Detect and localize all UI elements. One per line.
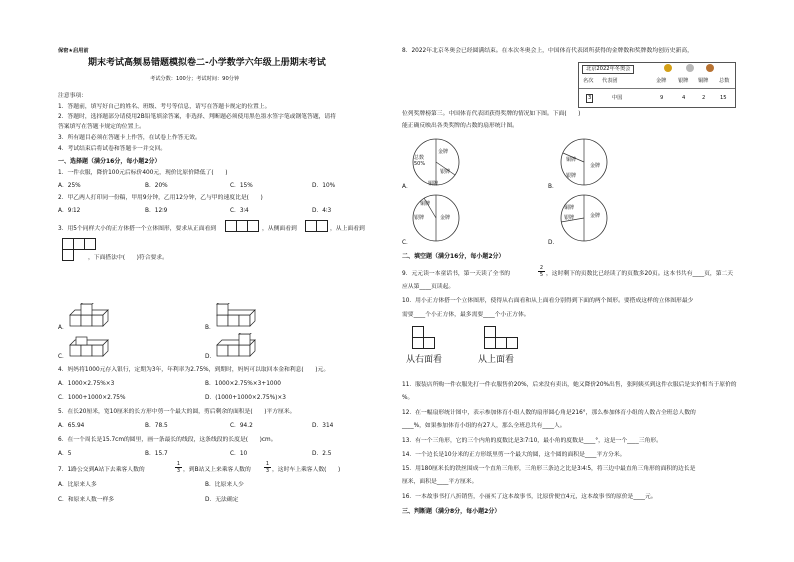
q3-stem-d: ，下面搭法中( )符合要求。 [88,255,168,261]
pie-c-label-silver: 银牌 [414,215,425,221]
q5-stem: 5．在长20厘米，宽10厘米的长方形中剪一个最大的圆，剪后剩余的面积是( )平方厘米。 [58,409,296,415]
q10-stem-b: 需要____个小正方体，最多需要____个小正方体。 [402,312,530,318]
section-judge-heading: 三、判断题（满分8分，每小题2分） [402,508,501,515]
q8-option-a[interactable]: A． [402,184,412,190]
q7-option-d[interactable]: D．无法确定 [205,497,239,503]
q3-option-a[interactable]: A． [58,325,68,331]
q15-stem-b: 厘米，面积是____平方厘米。 [402,479,478,485]
q6-option-b[interactable]: B．15.7 [145,451,168,457]
pie-b-label-silver: 银牌 [566,173,577,179]
q4-option-c[interactable]: C．1000+1000×2.75% [58,395,126,401]
q1-option-c[interactable]: C．15% [230,183,253,189]
q11-stem-b: %。 [402,395,414,401]
q8-option-c[interactable]: C． [402,240,412,246]
q7-stem-c: ，这时车上乘客人数( ) [272,467,341,473]
q3-option-a-cubes [68,303,124,331]
section-fill-heading: 二、填空题（满分16分，每小题2分） [402,253,505,260]
q8-stem-b: 位列奖牌榜第三。中国体育代表团获得奖牌的情况如下图。下面( ) [402,111,581,117]
q5-option-b[interactable]: B．78.5 [145,423,168,429]
bronze-medal-icon [706,64,714,72]
q14-stem: 14．一个边长是10分米的正方形纸里剪一个最大的圆，这个圆的面积是____平方分米。 [402,452,626,458]
col-team: 代表团 [602,78,618,84]
pie-d-label-bronze: 铜牌 [564,205,575,211]
q5-option-c[interactable]: C．94.2 [230,423,253,429]
q9-stem-c: 应从第____页读起。 [402,284,455,290]
q2-option-b[interactable]: B．12∶9 [145,208,168,214]
q15-stem-a: 15．用180厘米长的铁丝围成一个直角三角形，三角形三条边之比是3∶4∶5，将三边中最直角三角形的面积的边长是 [402,466,696,472]
notice-2: 2．答题时，选择题部分请使用2B铅笔填涂答案，非选择、判断题必须使用黑色墨水签字笔或钢笔答题，请将 [58,114,337,120]
col-bronze: 铜牌 [698,78,709,84]
pie-a-label-percent: 50% [414,161,426,167]
q11-stem-a: 11．服装店所购一件衣服先打一件衣服售价20%，后来没有卖出，她又降价20%出售，张阿姨买到这件衣服后是实价相当于原价的 [402,382,737,388]
row-team: 中国 [612,95,623,101]
q1-option-b[interactable]: B．20% [145,183,168,189]
q6-option-d[interactable]: D．2.5 [312,451,332,457]
q4-stem: 4．妈妈将1000元存入银行，定期为3年，年利率为2.75%，到期时，妈妈可以取回本金和利息( )元。 [58,367,330,373]
q1-option-a[interactable]: A．25% [58,183,81,189]
pie-a-label-total: 总数 [414,155,425,161]
row-rank: 3 [588,95,592,101]
q6-option-c[interactable]: C．10 [230,451,248,457]
row-bronze: 2 [702,95,706,101]
q8-stem-c: 能正确反映出各类奖牌的占数的扇形统计图。 [402,123,518,129]
q6-option-a[interactable]: A．5 [58,451,72,457]
notice-1: 1．答题前，填写好自己的姓名、班级、考号等信息，请写在答题卡规定的位置上。 [58,104,271,110]
q4-option-d[interactable]: D．(1000+1000×2.75%)×3 [205,395,286,401]
q12-stem-a: 12．在一幅扇形统计图中，表示参加体育小组人数的扇形圆心角是216°，那么参加体育小组的人数占全班总人数的 [402,410,696,416]
pie-b-label-gold: 金牌 [590,163,601,169]
notice-4: 4．考试结束后将试卷和答题卡一并交回。 [58,146,167,152]
pie-c-label-bronze: 铜牌 [420,201,431,207]
pie-a-label-gold: 金牌 [438,149,449,155]
notice-title: 注意事项： [58,93,87,99]
q8-stem-a: 8．2022年北京冬奥会已经圆满结束。在本次冬奥会上，中国体育代表团所获得的金牌数和奖牌数均创历史新高， [402,48,693,54]
confidential-tag: 保密★启用前 [58,48,89,54]
q4-option-b[interactable]: B．1000×2.75%×3+1000 [205,381,281,387]
q3-option-b[interactable]: B． [205,325,215,331]
col-total: 总数 [719,78,730,84]
pie-b-label-bronze: 铜牌 [566,157,577,163]
q16-stem: 16．一本故事书打八折销售，小丽买了这本故事书，比原价便宜4元，这本故事书的原价是____元。 [402,494,657,500]
q10-stem-a: 10．用小正方体搭一个立体图形，使得从右面看和从上面看分别得到下面的两个图形。要搭成这样的立体图形最少 [402,298,694,304]
q3-stem-b: ，从侧面看到 [262,226,297,232]
q5-option-a[interactable]: A．65.94 [58,423,85,429]
gold-medal-icon [664,64,672,72]
medal-table-title: 北京2022年冬奥会 [582,65,634,74]
page-title: 期末考试高频易错题模拟卷二-小学数学六年级上册期末考试 [88,58,326,68]
q9-fraction: 2 5 [539,265,544,278]
q7-option-c[interactable]: C．和原来人数一样多 [58,497,115,503]
q2-stem: 2．甲乙两人打印同一份稿，甲用9分钟，乙用12分钟，乙与甲的速度比是( ) [58,195,263,201]
q2-option-c[interactable]: C．3∶4 [230,208,249,214]
q3-stem-c: ，从上面看到 [330,226,365,232]
q9-stem-b: ，这时剩下的页数比已经读了的页数多20页。这本书共有____页，第二天 [546,271,734,277]
q10-label-right-view: 从右面看 [406,355,443,365]
col-silver: 银牌 [678,78,689,84]
q5-option-d[interactable]: D．314 [312,423,334,429]
q9-stem-a: 9．元元读一本童话书，第一天读了全书的 [402,271,511,277]
q3-stem-a: 3．用5个同样大小的正方体搭一个立体图形，要求从正面看到 [58,226,217,232]
q4-option-a[interactable]: A．1000×2.75%×3 [58,381,115,387]
q10-label-top-view: 从上面看 [478,355,515,365]
q12-stem-b: ____%，如果参加体育小组的有27人，那么全班总共有____人。 [402,423,566,429]
section-choice-heading: 一、选择题（满分16分，每小题2分） [58,158,161,165]
q7-option-a[interactable]: A．比原来人多 [58,482,97,488]
q13-stem: 13．有一个三角形，它的三个内角的度数比是3∶7∶10，最小角的度数是____°，这是一个____三角形。 [402,438,662,444]
col-rank: 名次 [583,78,594,84]
pie-d-label-gold: 金牌 [590,213,601,219]
notice-3: 3．所有题目必须在答题卡上作答，在试卷上作答无效。 [58,135,201,141]
q3-option-d[interactable]: D． [205,354,216,360]
q8-option-d[interactable]: D． [548,240,559,246]
q3-option-b-cubes [215,303,271,331]
notice-2b: 答案填写在答题卡规定的位置上。 [58,124,145,130]
pie-a-label-silver: 银牌 [440,169,451,175]
q7-fraction-2: 1 3 [265,461,270,474]
silver-medal-icon [686,64,694,72]
exam-subtitle: 考试分数：100分；考试时间：90分钟 [150,76,240,82]
row-total: 15 [720,95,727,101]
row-silver: 4 [682,95,686,101]
q7-stem-a: 7．1路公交到A站下去乘客人数的 [58,467,145,473]
q2-option-d[interactable]: D．4∶3 [312,208,332,214]
row-gold: 9 [660,95,664,101]
pie-d-label-silver: 银牌 [564,215,575,221]
q1-stem: 1．一件衣服，降价100元后标价400元，现价比原价降低了( ) [58,170,228,176]
q3-option-c[interactable]: C． [58,354,68,360]
q1-option-d[interactable]: D．10% [312,183,336,189]
pie-a-label-bronze: 铜牌 [428,181,439,187]
pie-c-label-gold: 金牌 [440,215,451,221]
q8-option-b[interactable]: B． [548,184,558,190]
col-gold: 金牌 [656,78,667,84]
q7-stem-b: ，到B站又上来乘客人数的 [183,467,251,473]
q7-fraction-1: 1 3 [176,461,181,474]
q3-option-d-cubes [215,333,271,361]
q7-option-b[interactable]: B．比原来人少 [205,482,244,488]
q6-stem: 6．在一个周长是15.7cm的圆里，画一条最长的线段，这条线段的长度是( )cm。 [58,437,277,443]
q2-option-a[interactable]: A．9∶12 [58,208,81,214]
q3-option-c-cubes [68,333,124,361]
